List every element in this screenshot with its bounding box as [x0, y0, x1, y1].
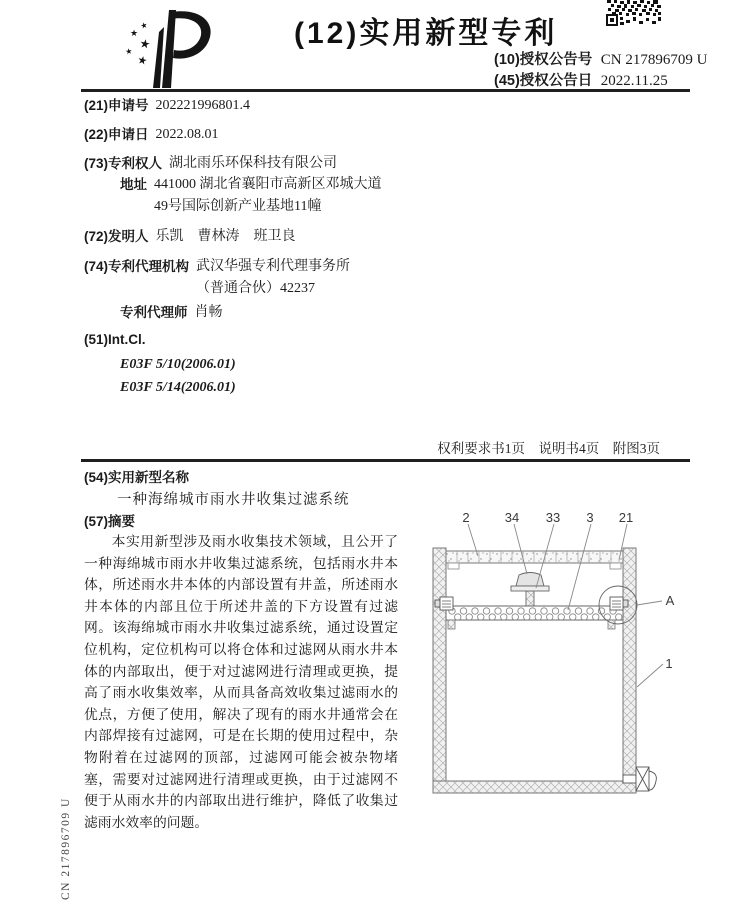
svg-text:★: ★ [130, 28, 139, 38]
outlet-pipe [623, 775, 636, 783]
agent-row [120, 302, 434, 324]
pub-date-row [494, 70, 707, 91]
agent-label: 专利代理师 [120, 305, 188, 320]
agent-value: 肖畅 [194, 305, 223, 320]
figure-label-33: 33 [545, 510, 561, 525]
agency-field [84, 256, 434, 324]
knob-stem [526, 591, 534, 607]
latch-left-stub [435, 600, 440, 607]
svg-text:★: ★ [124, 46, 133, 57]
pub-number-label: (10)授权公告号 [494, 52, 593, 68]
pub-number-row [494, 49, 707, 70]
application-date-field [84, 125, 434, 145]
vertical-pub-number: CN 217896709 U [60, 797, 72, 900]
agency-row [84, 256, 434, 300]
patentee-value: 湖北雨乐环保科技有限公司 [169, 156, 338, 171]
inventors-value: 乐凯 曹林涛 班卫良 [155, 229, 296, 244]
figure-labels [462, 510, 674, 671]
utility-model-title: 一种海绵城市雨水井收集过滤系统 [117, 492, 350, 508]
agency-value: 武汉华强专利代理事务所（普通合伙）42237 [196, 259, 351, 296]
well-wall-right [623, 548, 636, 793]
application-number-label: (21)申请号 [84, 98, 149, 113]
cnipa-logo [110, 2, 232, 92]
filter-plate [446, 606, 623, 629]
abstract-label: (57)摘要 [84, 514, 136, 529]
figure-label-34: 34 [504, 510, 520, 525]
latch-left [440, 597, 453, 610]
pub-number-value: CN 217896709 U [600, 52, 708, 68]
cover-bracket-right [610, 563, 621, 569]
mid-divider-rule [81, 459, 690, 462]
svg-text:★: ★ [139, 20, 149, 31]
application-number-field [84, 96, 434, 116]
patentee-field [84, 154, 434, 218]
address-label: 地址 [120, 177, 147, 192]
inventors-label: (72)发明人 [84, 229, 149, 244]
logo-stroke-2 [153, 27, 164, 88]
application-date-label: (22)申请日 [84, 127, 149, 142]
figure-label-21: 21 [618, 510, 634, 525]
figure-label-3: 3 [586, 510, 594, 525]
intcl-class-2: E03F 5/14(2006.01) [120, 380, 236, 395]
intcl-label: (51)Int.Cl. [84, 332, 146, 347]
patentee-row [84, 154, 434, 174]
intcl-field [84, 330, 434, 399]
bibliographic-section [84, 96, 434, 399]
latch-right [610, 597, 623, 610]
logo-bowl [171, 11, 211, 58]
publication-block [494, 49, 707, 91]
intcl-row [84, 330, 434, 350]
knob-flange [511, 586, 549, 591]
patentee-label: (73)专利权人 [84, 156, 163, 171]
well-wall-left [433, 548, 446, 793]
inventors-field [84, 227, 434, 247]
well-cover [446, 551, 623, 569]
utility-model-name-label: (54)实用新型名称 [84, 470, 190, 485]
logo-stars [125, 20, 152, 68]
cover-bracket-left [448, 563, 459, 569]
plate-foot-left [448, 620, 455, 629]
abstract-text: 本实用新型涉及雨水收集技术领域，且公开了一种海绵城市雨水井收集过滤系统，包括雨水井本体，所述雨水井本体的内部设置有井盖，所述雨水井本体的内部且位于所述井盖的下方设置有过滤网。该海绵城市雨水井收集过滤系统，通过设置定位机构，定位机构可以将仓体和过滤网从雨水井本体的内部取出，便于对过滤网进行清理或更换，提高了雨水收集效率，从而具备高效收集过滤雨水的优点，方便了使用，解决了现有的雨水井通常会在内部焊接有过滤网，可是在长期的使用过程中，杂物附着在过滤网的顶部，过滤网可能会被杂物堵塞，需要对过滤网进行清理或更换，由于过滤网不便于从雨水井的内部取出进行维护，降低了收集过滤雨水效率的问题。 [84, 534, 398, 830]
pages-info: 权利要求书1页 说明书4页 附图3页 [437, 441, 660, 456]
lifting-knob [511, 573, 549, 608]
figure-label-A: A [665, 593, 675, 608]
address-row [120, 174, 434, 218]
pub-date-label: (45)授权公告日 [494, 73, 593, 89]
well-floor [433, 781, 636, 793]
patent-figure [415, 503, 715, 863]
latch-right-stub [623, 600, 628, 607]
logo-stroke [162, 10, 176, 88]
svg-text:★: ★ [138, 36, 152, 52]
svg-text:★: ★ [136, 54, 149, 68]
doc-type-title: (12)实用新型专利 [294, 17, 558, 50]
agency-label: (74)专利代理机构 [84, 259, 190, 274]
header-divider-rule [81, 89, 690, 92]
application-number-value: 202221996801.4 [155, 98, 251, 113]
figure-label-1: 1 [665, 656, 673, 671]
intcl-class-1: E03F 5/10(2006.01) [120, 357, 236, 372]
application-date-value: 2022.08.01 [155, 127, 219, 142]
qr-code [606, 0, 662, 26]
address-value: 441000 湖北省襄阳市高新区邓城大道49号国际创新产业基地11幢 [154, 177, 382, 214]
pub-date-value: 2022.11.25 [600, 73, 668, 89]
figure-label-2: 2 [462, 510, 470, 525]
